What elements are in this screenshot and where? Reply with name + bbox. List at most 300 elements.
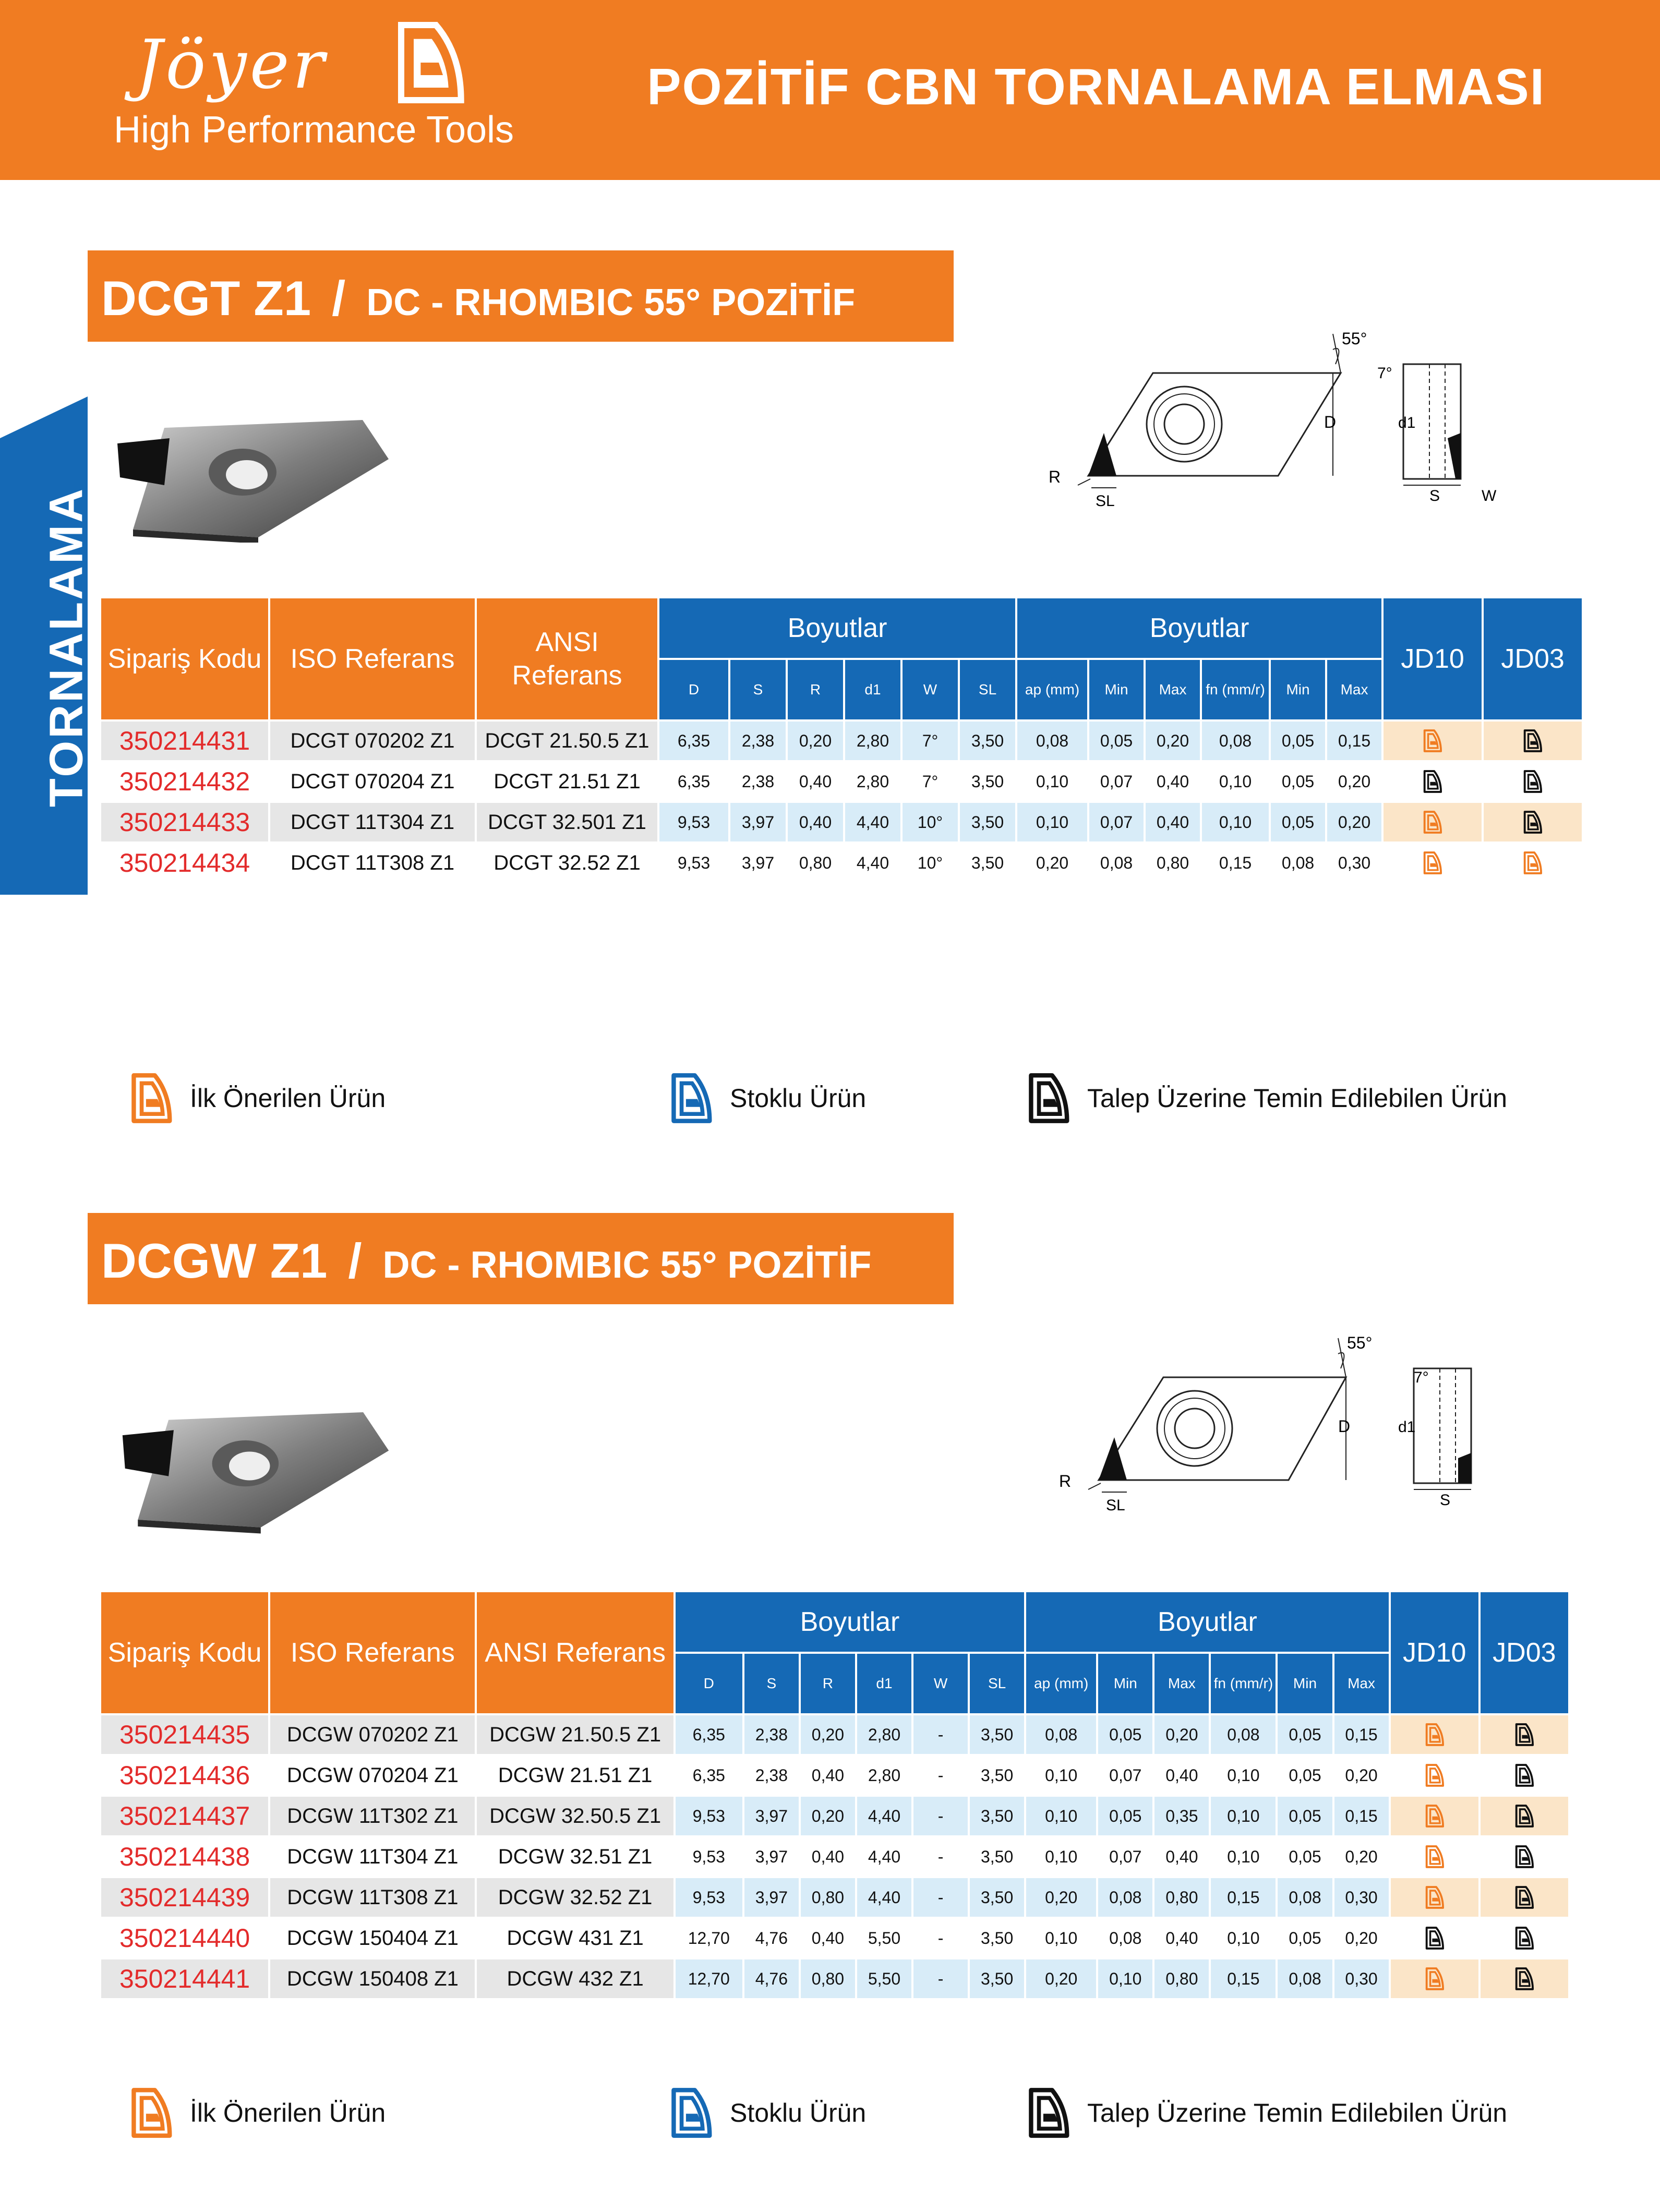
header-siparis: Sipariş Kodu	[101, 1592, 268, 1713]
header-boyutlar-1: Boyutlar	[676, 1592, 1024, 1652]
cell-D: 9,53	[659, 803, 728, 841]
label-d1: d1	[1398, 1418, 1416, 1436]
side-tab-label: TORNALAMA	[40, 486, 93, 808]
cell-fn-max: 0,30	[1338, 853, 1371, 872]
cell-R: 0,40	[811, 1847, 845, 1866]
legend-stock	[669, 2079, 866, 2147]
cell-ap: 0,20	[1036, 853, 1069, 872]
cell-SL: 3,50	[971, 853, 1004, 872]
cell-R: 0,80	[801, 1959, 855, 1998]
legend-first-label: İlk Önerilen Ürün	[190, 2098, 386, 2127]
cell-S: 4,76	[744, 1959, 799, 1998]
cell-W: -	[913, 1878, 968, 1917]
legend-stock-label: Stoklu Ürün	[730, 1084, 867, 1113]
cell-iso: DCGT 070202 Z1	[270, 722, 475, 760]
cell-ap-max: 0,40	[1165, 1928, 1198, 1947]
cell-fn-max: 0,30	[1334, 1878, 1389, 1917]
cell-d1: 4,40	[845, 803, 900, 841]
section-code: DCGT Z1	[101, 271, 311, 326]
insert-diagram-dcgw	[1054, 1333, 1523, 1521]
section-code: DCGW Z1	[101, 1233, 328, 1288]
cell-iso: DCGW 11T302 Z1	[270, 1797, 475, 1835]
cell-jd03	[1481, 1797, 1568, 1835]
cell-iso: DCGW 070204 Z1	[286, 1763, 459, 1787]
table-row	[101, 844, 1582, 882]
cell-R: 0,20	[801, 1715, 855, 1754]
cell-iso: DCGT 11T308 Z1	[290, 851, 455, 874]
cell-fn-max: 0,15	[1334, 1797, 1389, 1835]
header-boyutlar-2: Boyutlar	[1026, 1592, 1388, 1652]
cell-fn: 0,10	[1227, 1847, 1260, 1866]
cell-S: 3,97	[744, 1797, 799, 1835]
cell-R: 0,40	[811, 1765, 845, 1785]
cell-ap-min: 0,07	[1109, 1765, 1142, 1785]
cell-fn-min: 0,05	[1289, 1847, 1321, 1866]
cell-D: 12,70	[676, 1959, 742, 1998]
on-request-icon	[1512, 1967, 1536, 1991]
cell-S: 4,76	[755, 1928, 788, 1947]
cell-ap-max: 0,40	[1146, 803, 1200, 841]
cell-ap-min: 0,10	[1098, 1959, 1152, 1998]
legend-first	[129, 1064, 386, 1132]
label-D: D	[1324, 413, 1337, 431]
label-W: W	[1482, 487, 1497, 504]
header-ansi: ANSI Referans	[477, 1592, 673, 1713]
cell-SL: 3,50	[970, 1797, 1024, 1835]
cell-ap-max: 0,35	[1154, 1797, 1209, 1835]
section-banner-dcgt	[88, 250, 954, 342]
cell-code: 350214440	[119, 1924, 250, 1953]
legend-on-request	[1027, 1064, 1507, 1132]
header-boyutlar-1: Boyutlar	[659, 598, 1015, 658]
label-S: S	[1440, 1492, 1451, 1509]
cell-ansi: DCGW 432 Z1	[477, 1959, 673, 1998]
table-row	[101, 1959, 1568, 1998]
page-header	[0, 0, 1660, 180]
cell-ansi: DCGT 21.51 Z1	[494, 770, 641, 793]
cell-jd10	[1384, 762, 1482, 801]
cell-code: 350214431	[101, 722, 268, 760]
legend-on-request-label: Talep Üzerine Temin Edilebilen Ürün	[1087, 1084, 1508, 1113]
cell-fn: 0,08	[1202, 722, 1269, 760]
cell-W: 10°	[903, 803, 958, 841]
cell-fn: 0,10	[1227, 1765, 1260, 1785]
label-R: R	[1059, 1472, 1072, 1490]
table-row	[101, 722, 1582, 760]
cell-ap: 0,10	[1045, 1765, 1078, 1785]
header-R: R	[788, 660, 843, 719]
cell-ansi: DCGT 32.52 Z1	[494, 851, 641, 874]
cell-fn-max: 0,30	[1334, 1959, 1389, 1998]
cell-R: 0,20	[801, 1797, 855, 1835]
table-row	[101, 1878, 1568, 1917]
cell-W: -	[913, 1959, 968, 1998]
cell-ap-max: 0,80	[1154, 1959, 1209, 1998]
cell-fn-min: 0,05	[1271, 803, 1325, 841]
cell-fn-min: 0,05	[1281, 772, 1315, 791]
cell-ansi: DCGW 431 Z1	[507, 1926, 644, 1950]
header-ap: ap (mm)	[1026, 1654, 1096, 1713]
cell-ap-max: 0,80	[1156, 853, 1189, 872]
on-request-icon	[1421, 770, 1445, 794]
cell-R: 0,80	[799, 853, 832, 872]
header-W: W	[903, 660, 958, 719]
first-choice-icon	[1421, 729, 1445, 753]
header-fn: fn (mm/r)	[1202, 660, 1269, 719]
cell-d1: 4,40	[856, 853, 889, 872]
header-max: Max	[1146, 660, 1200, 719]
cell-ap: 0,10	[1036, 772, 1069, 791]
cell-ap-max: 0,20	[1154, 1715, 1209, 1754]
cell-ansi: DCGW 32.52 Z1	[477, 1878, 673, 1917]
header-max: Max	[1154, 1654, 1209, 1713]
cell-SL: 3,50	[980, 1765, 1014, 1785]
cell-R: 0,20	[788, 722, 843, 760]
on-request-icon	[1423, 1926, 1447, 1950]
on-request-icon	[1512, 1926, 1536, 1950]
cell-D: 6,35	[676, 1715, 742, 1754]
cell-S: 2,38	[744, 1715, 799, 1754]
cell-W: -	[913, 1797, 968, 1835]
table-row	[101, 1715, 1568, 1754]
header-jd10: JD10	[1391, 1592, 1478, 1713]
header-max: Max	[1327, 660, 1381, 719]
cell-fn-max: 0,20	[1345, 1847, 1378, 1866]
label-R: R	[1049, 467, 1061, 486]
on-request-icon	[1521, 810, 1545, 834]
cell-ap-min: 0,08	[1109, 1928, 1142, 1947]
cell-d1: 2,80	[856, 772, 889, 791]
cell-jd03	[1481, 1715, 1568, 1754]
cell-R: 0,40	[788, 803, 843, 841]
cell-jd03	[1484, 762, 1582, 801]
cell-jd10	[1391, 1837, 1478, 1876]
on-request-icon	[1027, 2084, 1070, 2142]
cell-code: 350214437	[101, 1797, 268, 1835]
legend-stock-label: Stoklu Ürün	[730, 2098, 867, 2127]
brand-tagline: High Performance Tools	[114, 109, 514, 151]
cell-ap-min: 0,08	[1098, 1878, 1152, 1917]
cell-ap: 0,08	[1026, 1715, 1096, 1754]
cell-code: 350214434	[119, 848, 250, 877]
cell-code: 350214432	[119, 767, 250, 796]
cell-jd10	[1391, 1878, 1478, 1917]
section-banner-dcgw	[88, 1213, 954, 1304]
cell-jd10	[1391, 1756, 1478, 1795]
cell-fn-min: 0,05	[1289, 1765, 1321, 1785]
cell-d1: 2,80	[868, 1765, 901, 1785]
cell-iso: DCGW 150404 Z1	[286, 1926, 459, 1950]
cell-jd10	[1384, 844, 1482, 882]
cell-S: 3,97	[741, 853, 775, 872]
on-request-icon	[1512, 1804, 1536, 1828]
header-min: Min	[1278, 1654, 1332, 1713]
label-angle: 55°	[1347, 1333, 1373, 1352]
cell-SL: 3,50	[970, 1878, 1024, 1917]
cell-SL: 3,50	[970, 1959, 1024, 1998]
page-title: POZİTİF CBN TORNALAMA ELMASI	[647, 58, 1545, 115]
cell-code: 350214438	[119, 1842, 250, 1871]
header-iso: ISO Referans	[270, 598, 475, 719]
table-row	[101, 762, 1582, 801]
legend-first	[129, 2079, 386, 2147]
label-SL: SL	[1106, 1497, 1125, 1514]
cell-jd03	[1481, 1837, 1568, 1876]
cell-code: 350214433	[101, 803, 268, 841]
legend-dcgt	[129, 1064, 1538, 1132]
cell-D: 6,35	[659, 722, 728, 760]
cell-W: -	[913, 1715, 968, 1754]
on-request-icon	[1512, 1885, 1536, 1909]
cell-W: -	[937, 1928, 944, 1947]
label-side-angle: 7°	[1377, 365, 1392, 382]
first-choice-icon	[1521, 851, 1545, 875]
header-fn: fn (mm/r)	[1211, 1654, 1276, 1713]
cell-ap: 0,20	[1026, 1959, 1096, 1998]
section-description: DC - RHOMBIC 55° POZİTİF	[382, 1244, 872, 1286]
cell-fn: 0,15	[1211, 1959, 1276, 1998]
cell-SL: 3,50	[960, 722, 1015, 760]
cell-jd10	[1391, 1715, 1478, 1754]
table-row	[101, 1837, 1568, 1876]
cell-fn-min: 0,05	[1271, 722, 1325, 760]
label-side-angle: 7°	[1414, 1369, 1429, 1386]
label-S: S	[1429, 487, 1440, 504]
legend-dcgw	[129, 2079, 1538, 2147]
cell-fn-min: 0,08	[1278, 1959, 1332, 1998]
cell-D: 9,53	[676, 1797, 742, 1835]
header-ansi: ANSI Referans	[477, 598, 657, 719]
header-boyutlar-2: Boyutlar	[1017, 598, 1381, 658]
cell-ap: 0,10	[1026, 1797, 1096, 1835]
section-description: DC - RHOMBIC 55° POZİTİF	[366, 282, 856, 323]
cell-fn-min: 0,05	[1278, 1715, 1332, 1754]
cell-ansi: DCGW 21.50.5 Z1	[477, 1715, 673, 1754]
cell-D: 9,53	[692, 1847, 725, 1866]
cell-S: 2,38	[730, 722, 786, 760]
section-separator: /	[332, 271, 346, 326]
cell-fn-min: 0,05	[1278, 1797, 1332, 1835]
header-min: Min	[1098, 1654, 1152, 1713]
cell-D: 9,53	[677, 853, 711, 872]
cell-fn-min: 0,05	[1289, 1928, 1321, 1947]
cell-fn-max: 0,20	[1338, 772, 1371, 791]
cell-code: 350214441	[101, 1959, 268, 1998]
header-SL: SL	[970, 1654, 1024, 1713]
cell-jd10	[1384, 722, 1482, 760]
brand-name: Jöyer	[136, 26, 328, 104]
cell-SL: 3,50	[980, 1847, 1014, 1866]
first-choice-icon	[1421, 810, 1445, 834]
section-separator: /	[348, 1233, 362, 1288]
legend-on-request	[1027, 2079, 1507, 2147]
header-W: W	[913, 1654, 968, 1713]
cell-S: 2,38	[755, 1765, 788, 1785]
on-request-icon	[1512, 1723, 1536, 1747]
cell-iso: DCGW 11T304 Z1	[287, 1845, 459, 1868]
cell-jd03	[1481, 1878, 1568, 1917]
cell-D: 6,35	[677, 772, 711, 791]
header-min: Min	[1271, 660, 1325, 719]
header-D: D	[676, 1654, 742, 1713]
cell-d1: 5,50	[868, 1928, 901, 1947]
cell-jd10	[1384, 803, 1482, 841]
cell-SL: 3,50	[971, 772, 1004, 791]
header-S: S	[744, 1654, 799, 1713]
cell-S: 3,97	[744, 1878, 799, 1917]
cell-jd03	[1484, 844, 1582, 882]
header-d1: d1	[857, 1654, 911, 1713]
cell-fn-max: 0,15	[1334, 1715, 1389, 1754]
cell-jd10	[1391, 1919, 1478, 1957]
cell-S: 2,38	[741, 772, 775, 791]
cell-R: 0,80	[801, 1878, 855, 1917]
cell-ap-min: 0,07	[1109, 1847, 1142, 1866]
cell-ap-max: 0,40	[1165, 1765, 1198, 1785]
cell-code: 350214439	[101, 1878, 268, 1917]
insert-photo-dcgt	[112, 407, 394, 543]
on-request-icon	[1521, 729, 1545, 753]
header-min: Min	[1089, 660, 1144, 719]
cell-W: 10°	[917, 853, 943, 872]
header-d1: d1	[845, 660, 900, 719]
cell-R: 0,40	[811, 1928, 845, 1947]
insert-diagram-dcgt	[1043, 329, 1513, 516]
cell-SL: 3,50	[980, 1928, 1014, 1947]
cell-jd10	[1391, 1797, 1478, 1835]
cell-ap-max: 0,40	[1156, 772, 1189, 791]
table-row	[101, 1919, 1568, 1957]
cell-S: 3,97	[755, 1847, 788, 1866]
spec-table-dcgw	[99, 1590, 1570, 2000]
header-SL: SL	[960, 660, 1015, 719]
first-choice-icon	[1423, 1967, 1447, 1991]
cell-jd03	[1481, 1959, 1568, 1998]
cell-S: 3,97	[730, 803, 786, 841]
cell-W: -	[937, 1765, 944, 1785]
stock-icon	[669, 2084, 713, 2142]
cell-fn: 0,10	[1211, 1797, 1276, 1835]
cell-ap-max: 0,80	[1154, 1878, 1209, 1917]
cell-iso: DCGW 150408 Z1	[270, 1959, 475, 1998]
cell-ansi: DCGT 32.501 Z1	[477, 803, 657, 841]
cell-jd03	[1484, 722, 1582, 760]
header-ap: ap (mm)	[1017, 660, 1087, 719]
cell-ansi: DCGW 32.50.5 Z1	[477, 1797, 673, 1835]
cell-W: -	[937, 1847, 944, 1866]
cell-fn: 0,10	[1202, 803, 1269, 841]
cell-ap-max: 0,40	[1165, 1847, 1198, 1866]
header-D: D	[659, 660, 728, 719]
on-request-icon	[1512, 1763, 1536, 1787]
cell-R: 0,40	[799, 772, 832, 791]
cell-ap-min: 0,05	[1098, 1715, 1152, 1754]
header-S: S	[730, 660, 786, 719]
cell-ansi: DCGW 21.51 Z1	[498, 1763, 653, 1787]
legend-on-request-label: Talep Üzerine Temin Edilebilen Ürün	[1087, 2098, 1508, 2127]
header-jd10: JD10	[1384, 598, 1482, 719]
cell-iso: DCGW 070202 Z1	[270, 1715, 475, 1754]
cell-jd10	[1391, 1959, 1478, 1998]
cell-ap: 0,20	[1026, 1878, 1096, 1917]
cell-ap-min: 0,05	[1098, 1797, 1152, 1835]
cell-ap-min: 0,08	[1100, 853, 1133, 872]
stock-icon	[669, 1069, 713, 1127]
table-row	[101, 1756, 1568, 1795]
on-request-icon	[1512, 1845, 1536, 1869]
cell-iso: DCGT 070204 Z1	[290, 770, 455, 793]
cell-fn-min: 0,08	[1278, 1878, 1332, 1917]
first-choice-icon	[129, 2084, 173, 2142]
first-choice-icon	[1423, 1845, 1447, 1869]
cell-jd03	[1481, 1919, 1568, 1957]
label-SL: SL	[1096, 492, 1115, 510]
header-iso: ISO Referans	[270, 1592, 475, 1713]
cell-ap-max: 0,20	[1146, 722, 1200, 760]
cell-ap: 0,08	[1017, 722, 1087, 760]
label-D: D	[1338, 1417, 1351, 1436]
cell-fn-min: 0,08	[1281, 853, 1315, 872]
cell-jd03	[1481, 1756, 1568, 1795]
first-choice-icon	[1423, 1763, 1447, 1787]
spec-table-dcgt	[99, 596, 1584, 884]
label-d1: d1	[1398, 414, 1416, 431]
cell-D: 6,35	[692, 1765, 725, 1785]
cell-fn: 0,10	[1219, 772, 1252, 791]
header-R: R	[801, 1654, 855, 1713]
cell-d1: 5,50	[857, 1959, 911, 1998]
legend-first-label: İlk Önerilen Ürün	[190, 1084, 386, 1113]
cell-W: 7°	[922, 772, 939, 791]
cell-d1: 2,80	[857, 1715, 911, 1754]
cell-d1: 2,80	[845, 722, 900, 760]
label-angle: 55°	[1342, 329, 1367, 348]
cell-ap-min: 0,07	[1100, 772, 1133, 791]
cell-fn-max: 0,20	[1345, 1928, 1378, 1947]
cell-fn-max: 0,20	[1327, 803, 1381, 841]
cell-SL: 3,50	[960, 803, 1015, 841]
cell-iso: DCGW 11T308 Z1	[270, 1878, 475, 1917]
cell-D: 12,70	[688, 1928, 730, 1947]
cell-fn-max: 0,20	[1345, 1765, 1378, 1785]
cell-fn: 0,08	[1211, 1715, 1276, 1754]
cell-ap-min: 0,05	[1089, 722, 1144, 760]
cell-fn: 0,15	[1219, 853, 1252, 872]
on-request-icon	[1027, 1069, 1070, 1127]
first-choice-icon	[1423, 1723, 1447, 1747]
table-row	[101, 803, 1582, 841]
legend-stock	[669, 1064, 866, 1132]
cell-d1: 4,40	[857, 1878, 911, 1917]
table-row	[101, 1797, 1568, 1835]
cell-ansi: DCGT 21.50.5 Z1	[477, 722, 657, 760]
header-jd03: JD03	[1484, 598, 1582, 719]
cell-ap: 0,10	[1045, 1928, 1078, 1947]
header-max: Max	[1334, 1654, 1389, 1713]
cell-jd03	[1484, 803, 1582, 841]
cell-d1: 4,40	[868, 1847, 901, 1866]
cell-ap: 0,10	[1017, 803, 1087, 841]
cell-iso: DCGT 11T304 Z1	[270, 803, 475, 841]
header-siparis: Sipariş Kodu	[101, 598, 268, 719]
on-request-icon	[1521, 770, 1545, 794]
insert-photo-dcgw	[117, 1398, 394, 1534]
cell-ap-min: 0,07	[1089, 803, 1144, 841]
cell-fn: 0,15	[1211, 1878, 1276, 1917]
header-jd03: JD03	[1481, 1592, 1568, 1713]
cell-D: 9,53	[676, 1878, 742, 1917]
brand-logo-icon	[394, 21, 467, 104]
